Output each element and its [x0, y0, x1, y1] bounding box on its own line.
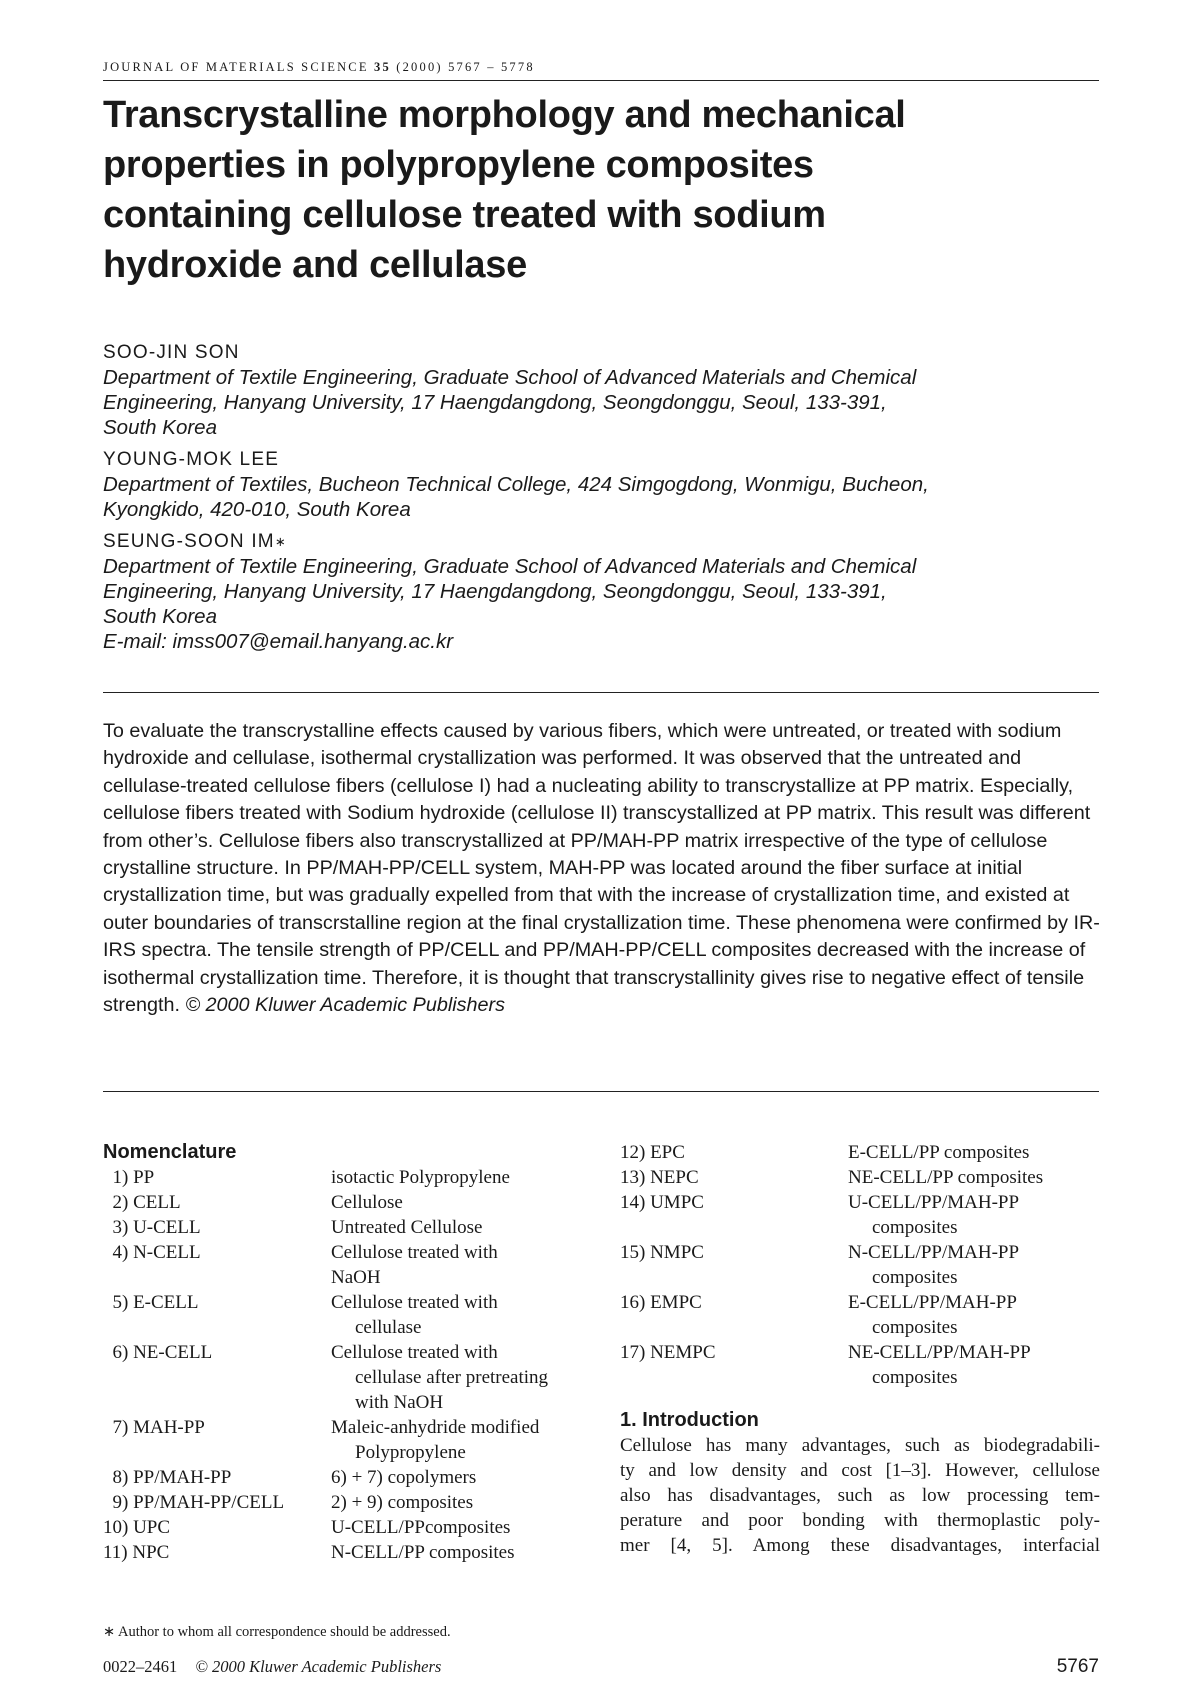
section-heading-introduction: 1. Introduction: [620, 1409, 759, 1431]
nomenclature-entry: [103, 1215, 573, 1240]
nomenclature-entry: [103, 1165, 573, 1190]
definition-line: U-CELL/PPcomposites: [331, 1517, 511, 1538]
nomenclature-term: 12) EPC: [620, 1142, 685, 1163]
footer-left: [103, 1657, 441, 1677]
definition-line: Cellulose: [331, 1192, 403, 1213]
nomenclature-term: 7) MAH-PP: [103, 1417, 205, 1438]
author-name: YOUNG-MOK LEE: [103, 449, 280, 470]
paper-title: [103, 90, 1083, 290]
nomenclature-term: 17) NEMPC: [620, 1342, 716, 1363]
author-affiliation: [103, 365, 1103, 440]
nomenclature-term: 13) NEPC: [620, 1167, 699, 1188]
abstract-copyright: © 2000 Kluwer Academic Publishers: [185, 994, 505, 1017]
definition-line: composites: [872, 1367, 958, 1388]
introduction-text: [620, 1433, 1100, 1558]
nomenclature-definition: [331, 1515, 573, 1540]
text-line: mer [4, 5]. Among these disadvantages, interfacial: [620, 1535, 1100, 1556]
nomenclature-term: 14) UMPC: [620, 1192, 704, 1213]
definition-line: N-CELL/PP composites: [331, 1542, 515, 1563]
nomenclature-term: 3) U-CELL: [103, 1217, 201, 1238]
nomenclature-definition: [331, 1290, 573, 1340]
journal-name: JOURNAL OF MATERIALS SCIENCE: [103, 60, 369, 74]
affiliation-line: Kyongkido, 420-010, South Korea: [103, 498, 411, 521]
definition-line: 2) + 9) composites: [331, 1492, 474, 1513]
nomenclature-term: 16) EMPC: [620, 1292, 702, 1313]
author-name: SOO-JIN SON: [103, 342, 240, 363]
nomenclature-term: 2) CELL: [103, 1192, 181, 1213]
journal-volume: 35: [374, 60, 391, 74]
author-email[interactable]: E-mail: imss007@email.hanyang.ac.kr: [103, 630, 454, 653]
nomenclature-definition: [848, 1290, 1100, 1340]
nomenclature-term: 10) UPC: [103, 1517, 171, 1538]
author-name-text: SEUNG-SOON IM: [103, 531, 275, 552]
nomenclature-definition: [848, 1190, 1100, 1240]
nomenclature-definition: [331, 1190, 573, 1215]
footer-copyright: © 2000 Kluwer Academic Publishers: [195, 1657, 442, 1676]
nomenclature-entry: [620, 1140, 1100, 1165]
affiliation-line: Department of Textile Engineering, Graduate School of Advanced Materials and Chemical: [103, 366, 917, 389]
journal-year-pages: (2000) 5767 – 5778: [396, 60, 535, 74]
title-line: properties in polypropylene composites: [103, 144, 814, 186]
definition-line: NE-CELL/PP/MAH-PP: [848, 1342, 1031, 1363]
nomenclature-term: 5) E-CELL: [103, 1292, 199, 1313]
nomenclature-definition: [331, 1540, 573, 1565]
affiliation-line: Department of Textiles, Bucheon Technical College, 424 Simgogdong, Wonmigu, Bucheon,: [103, 473, 929, 496]
nomenclature-term: 1) PP: [103, 1167, 155, 1188]
affiliation-line: South Korea: [103, 605, 217, 628]
definition-line: cellulase: [355, 1317, 422, 1338]
text-line: also has disadvantages, such as low processing tem-: [620, 1485, 1100, 1506]
nomenclature-definition: [331, 1465, 573, 1490]
definition-line: NE-CELL/PP composites: [848, 1167, 1044, 1188]
definition-line: E-CELL/PP/MAH-PP: [848, 1292, 1017, 1313]
abstract: [103, 718, 1103, 1019]
text-line: Cellulose has many advantages, such as biodegradabili-: [620, 1435, 1100, 1456]
nomenclature-definition: [848, 1140, 1100, 1165]
nomenclature-definition: [331, 1415, 573, 1465]
nomenclature-entry: [620, 1240, 1100, 1290]
footnote: ∗ Author to whom all correspondence should be addressed.: [103, 1624, 451, 1640]
nomenclature-left-column: [103, 1140, 573, 1565]
author-list: [103, 340, 1103, 661]
nomenclature-term: 11) NPC: [103, 1542, 170, 1563]
affiliation-line: Department of Textile Engineering, Graduate School of Advanced Materials and Chemical: [103, 555, 917, 578]
nomenclature-entry: [620, 1165, 1100, 1190]
nomenclature-definition: [331, 1215, 573, 1240]
nomenclature-term: 6) NE-CELL: [103, 1342, 213, 1363]
text-line: perature and poor bonding with thermoplastic poly-: [620, 1510, 1100, 1531]
nomenclature-entry: [620, 1290, 1100, 1340]
divider: [103, 1091, 1099, 1092]
nomenclature-entry: [103, 1290, 573, 1340]
nomenclature-entry: [103, 1490, 573, 1515]
definition-line: N-CELL/PP/MAH-PP: [848, 1242, 1020, 1263]
nomenclature-entry: [103, 1415, 573, 1465]
definition-line: Maleic-anhydride modified: [331, 1417, 540, 1438]
nomenclature-term: 8) PP/MAH-PP: [103, 1467, 232, 1488]
page-number: 5767: [1056, 1656, 1099, 1677]
page-footer: [103, 1656, 1099, 1678]
nomenclature-heading: Nomenclature: [103, 1141, 237, 1163]
nomenclature-entry: [103, 1240, 573, 1290]
author-block: [103, 340, 1103, 440]
definition-line: cellulase after pretreating: [355, 1367, 549, 1388]
nomenclature-entry: [103, 1465, 573, 1490]
author-affiliation: [103, 554, 1103, 654]
nomenclature-definition: [331, 1240, 573, 1290]
definition-line: Cellulose treated with: [331, 1242, 498, 1263]
text-line: ty and low density and cost [1–3]. However, cellulose: [620, 1460, 1100, 1481]
author-block: [103, 529, 1103, 654]
nomenclature-definition: [848, 1240, 1100, 1290]
definition-line: composites: [872, 1317, 958, 1338]
definition-line: Untreated Cellulose: [331, 1217, 483, 1238]
affiliation-line: Engineering, Hanyang University, 17 Haengdangdong, Seongdonggu, Seoul, 133-391,: [103, 580, 887, 603]
nomenclature-entry: [103, 1540, 573, 1565]
divider: [103, 692, 1099, 693]
author-affiliation: [103, 472, 1103, 522]
nomenclature-definition: [848, 1165, 1100, 1190]
journal-header: [103, 60, 1099, 81]
title-line: Transcrystalline morphology and mechanical: [103, 94, 906, 136]
definition-line: Cellulose treated with: [331, 1292, 498, 1313]
abstract-text: To evaluate the transcrystalline effects caused by various fibers, which were untreated, or treated with sodium hydroxide and cellulase, isothermal crystallization was performed. It was observed that the untreated and cellulase-treated cellulose fibers (cellulose I) had a nucleating ability to transcrystallize at PP matrix. Especially, cellulose fibers treated with Sodium hydroxide (cellulose II) transcystallized at PP matrix. This result was different from other’s. Cellulose fibers also transcrystallized at PP/MAH-PP matrix irrespective of the type of cellulose crystalline structure. In PP/MAH-PP/CELL system, MAH-PP was located around the fiber surface at initial crystallization time, but was gradually expelled from that with the increase of crystallization time, and existed at outer boundaries of transcrstalline region at the final crystallization time. These phenomena were confirmed by IR-IRS spectra. The tensile strength of PP/CELL and PP/MAH-PP/CELL composites decreased with the increase of isothermal crystallization time. Therefore, it is thought that transcrystallinity gives rise to negative effect of tensile strength.: [103, 720, 1100, 1017]
definition-line: 6) + 7) copolymers: [331, 1467, 477, 1488]
title-line: hydroxide and cellulase: [103, 244, 527, 286]
nomenclature-term: 15) NMPC: [620, 1242, 704, 1263]
definition-line: Polypropylene: [355, 1442, 466, 1463]
corresponding-author-mark: ∗: [274, 534, 287, 549]
author-name: [103, 529, 1103, 554]
definition-line: Cellulose treated with: [331, 1342, 498, 1363]
nomenclature-entry: [103, 1190, 573, 1215]
nomenclature-definition: [331, 1165, 573, 1190]
nomenclature-entry: [103, 1340, 573, 1415]
affiliation-line: South Korea: [103, 416, 217, 439]
definition-line: composites: [872, 1217, 958, 1238]
nomenclature-entry: [620, 1190, 1100, 1240]
definition-line: U-CELL/PP/MAH-PP: [848, 1192, 1020, 1213]
right-column: [620, 1140, 1100, 1558]
definition-line: NaOH: [331, 1267, 381, 1288]
affiliation-line: Engineering, Hanyang University, 17 Haengdangdong, Seongdonggu, Seoul, 133-391,: [103, 391, 887, 414]
nomenclature-definition: [331, 1340, 573, 1415]
nomenclature-entry: [103, 1515, 573, 1540]
title-line: containing cellulose treated with sodium: [103, 194, 826, 236]
definition-line: E-CELL/PP composites: [848, 1142, 1030, 1163]
nomenclature-definition: [331, 1490, 573, 1515]
author-block: [103, 447, 1103, 522]
nomenclature-entry: [620, 1340, 1100, 1390]
definition-line: composites: [872, 1267, 958, 1288]
nomenclature-definition: [848, 1340, 1100, 1390]
definition-line: with NaOH: [355, 1392, 444, 1413]
definition-line: isotactic Polypropylene: [331, 1167, 510, 1188]
issn: 0022–2461: [103, 1657, 178, 1676]
nomenclature-term: 9) PP/MAH-PP/CELL: [103, 1492, 285, 1513]
nomenclature-term: 4) N-CELL: [103, 1242, 201, 1263]
